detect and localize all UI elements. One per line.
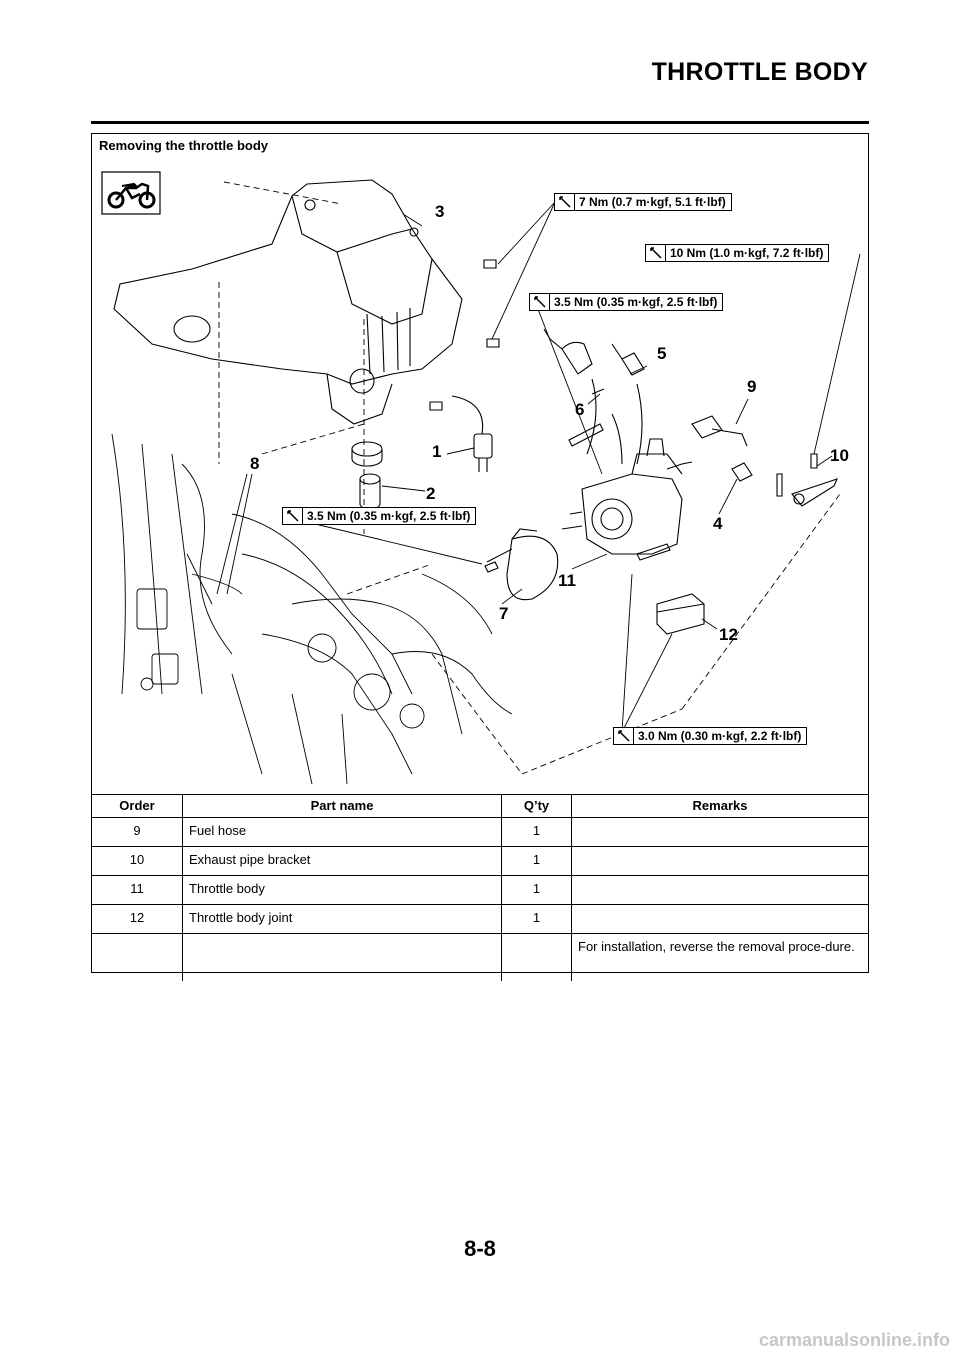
row-part-name: Exhaust pipe bracket (183, 847, 502, 875)
row-qty: 1 (502, 876, 572, 904)
torque-spec-box (613, 727, 807, 745)
header-qty: Q’ty (502, 795, 572, 817)
table-row (92, 933, 868, 981)
bracket-drawing (777, 474, 837, 506)
table-row (92, 817, 868, 846)
table-row (92, 904, 868, 933)
callout-number: 4 (713, 514, 723, 533)
page-title: THROTTLE BODY (651, 58, 868, 86)
row-remarks (572, 818, 868, 846)
header-part-name: Part name (183, 795, 502, 817)
page-number: 8-8 (464, 1236, 496, 1261)
motorcycle-icon (102, 172, 160, 214)
row-order: 12 (92, 905, 183, 933)
row-order (92, 934, 183, 981)
torque-spec-text: 3.0 Nm (0.30 m·kgf, 2.2 ft·lbf) (638, 729, 802, 743)
torque-wrench-icon (530, 294, 550, 310)
header-order: Order (92, 795, 183, 817)
header-remarks: Remarks (692, 798, 748, 813)
table-row (92, 846, 868, 875)
row-order: 9 (92, 818, 183, 846)
callout-number: 12 (719, 625, 738, 644)
callout-number: 10 (830, 446, 849, 465)
throttle-body-drawing (562, 439, 692, 554)
torque-wrench-icon (283, 508, 303, 524)
sensor-drawing (452, 396, 492, 472)
air-box-drawing (114, 180, 462, 424)
frame-drawing (112, 434, 512, 784)
watermark: carmanualsonline.info (758, 1330, 950, 1350)
row-remarks (572, 905, 868, 933)
row-remarks (572, 876, 868, 904)
callout-number: 7 (499, 604, 509, 623)
callout-number: 11 (558, 571, 576, 590)
torque-spec-text: 10 Nm (1.0 m·kgf, 7.2 ft·lbf) (670, 246, 824, 260)
row-part-name: Throttle body joint (183, 905, 502, 933)
table-header-row (92, 794, 868, 817)
leader-lines (217, 202, 860, 732)
row-qty (502, 934, 572, 981)
cover-drawing (487, 529, 558, 600)
procedure-frame (91, 133, 869, 973)
row-part-name (183, 934, 502, 981)
torque-spec-box (645, 244, 829, 262)
callout-number: 3 (435, 202, 445, 221)
section-title: Removing the throttle body (99, 138, 268, 153)
row-order: 10 (92, 847, 183, 875)
torque-spec-text: 3.5 Nm (0.35 m·kgf, 2.5 ft·lbf) (554, 295, 718, 309)
row-remarks: For installation, reverse the removal proce-dure. (578, 939, 855, 954)
row-part-name: Fuel hose (183, 818, 502, 846)
torque-spec-text: 3.5 Nm (0.35 m·kgf, 2.5 ft·lbf) (307, 509, 471, 523)
torque-spec-box (282, 507, 476, 525)
callout-number: 2 (426, 484, 436, 503)
row-qty: 1 (502, 818, 572, 846)
row-qty: 1 (502, 905, 572, 933)
parts-table (92, 794, 868, 981)
exploded-diagram (92, 134, 868, 794)
joint-drawing (352, 442, 382, 509)
callout-number: 5 (657, 344, 667, 363)
row-qty: 1 (502, 847, 572, 875)
callout-number: 8 (250, 454, 260, 473)
table-row (92, 875, 868, 904)
torque-spec-text: 7 Nm (0.7 m·kgf, 5.1 ft·lbf) (579, 195, 726, 209)
torque-wrench-icon (646, 245, 666, 261)
torque-spec-box (554, 193, 732, 211)
callout-number: 1 (432, 442, 442, 461)
torque-wrench-icon (614, 728, 634, 744)
row-part-name: Throttle body (183, 876, 502, 904)
throttle-joint-drawing (657, 594, 704, 634)
row-remarks (572, 847, 868, 875)
callout-number: 9 (747, 377, 757, 396)
row-order: 11 (92, 876, 183, 904)
torque-wrench-icon (555, 194, 575, 210)
torque-spec-box (529, 293, 723, 311)
callout-number: 6 (575, 400, 585, 419)
title-rule (91, 121, 869, 124)
